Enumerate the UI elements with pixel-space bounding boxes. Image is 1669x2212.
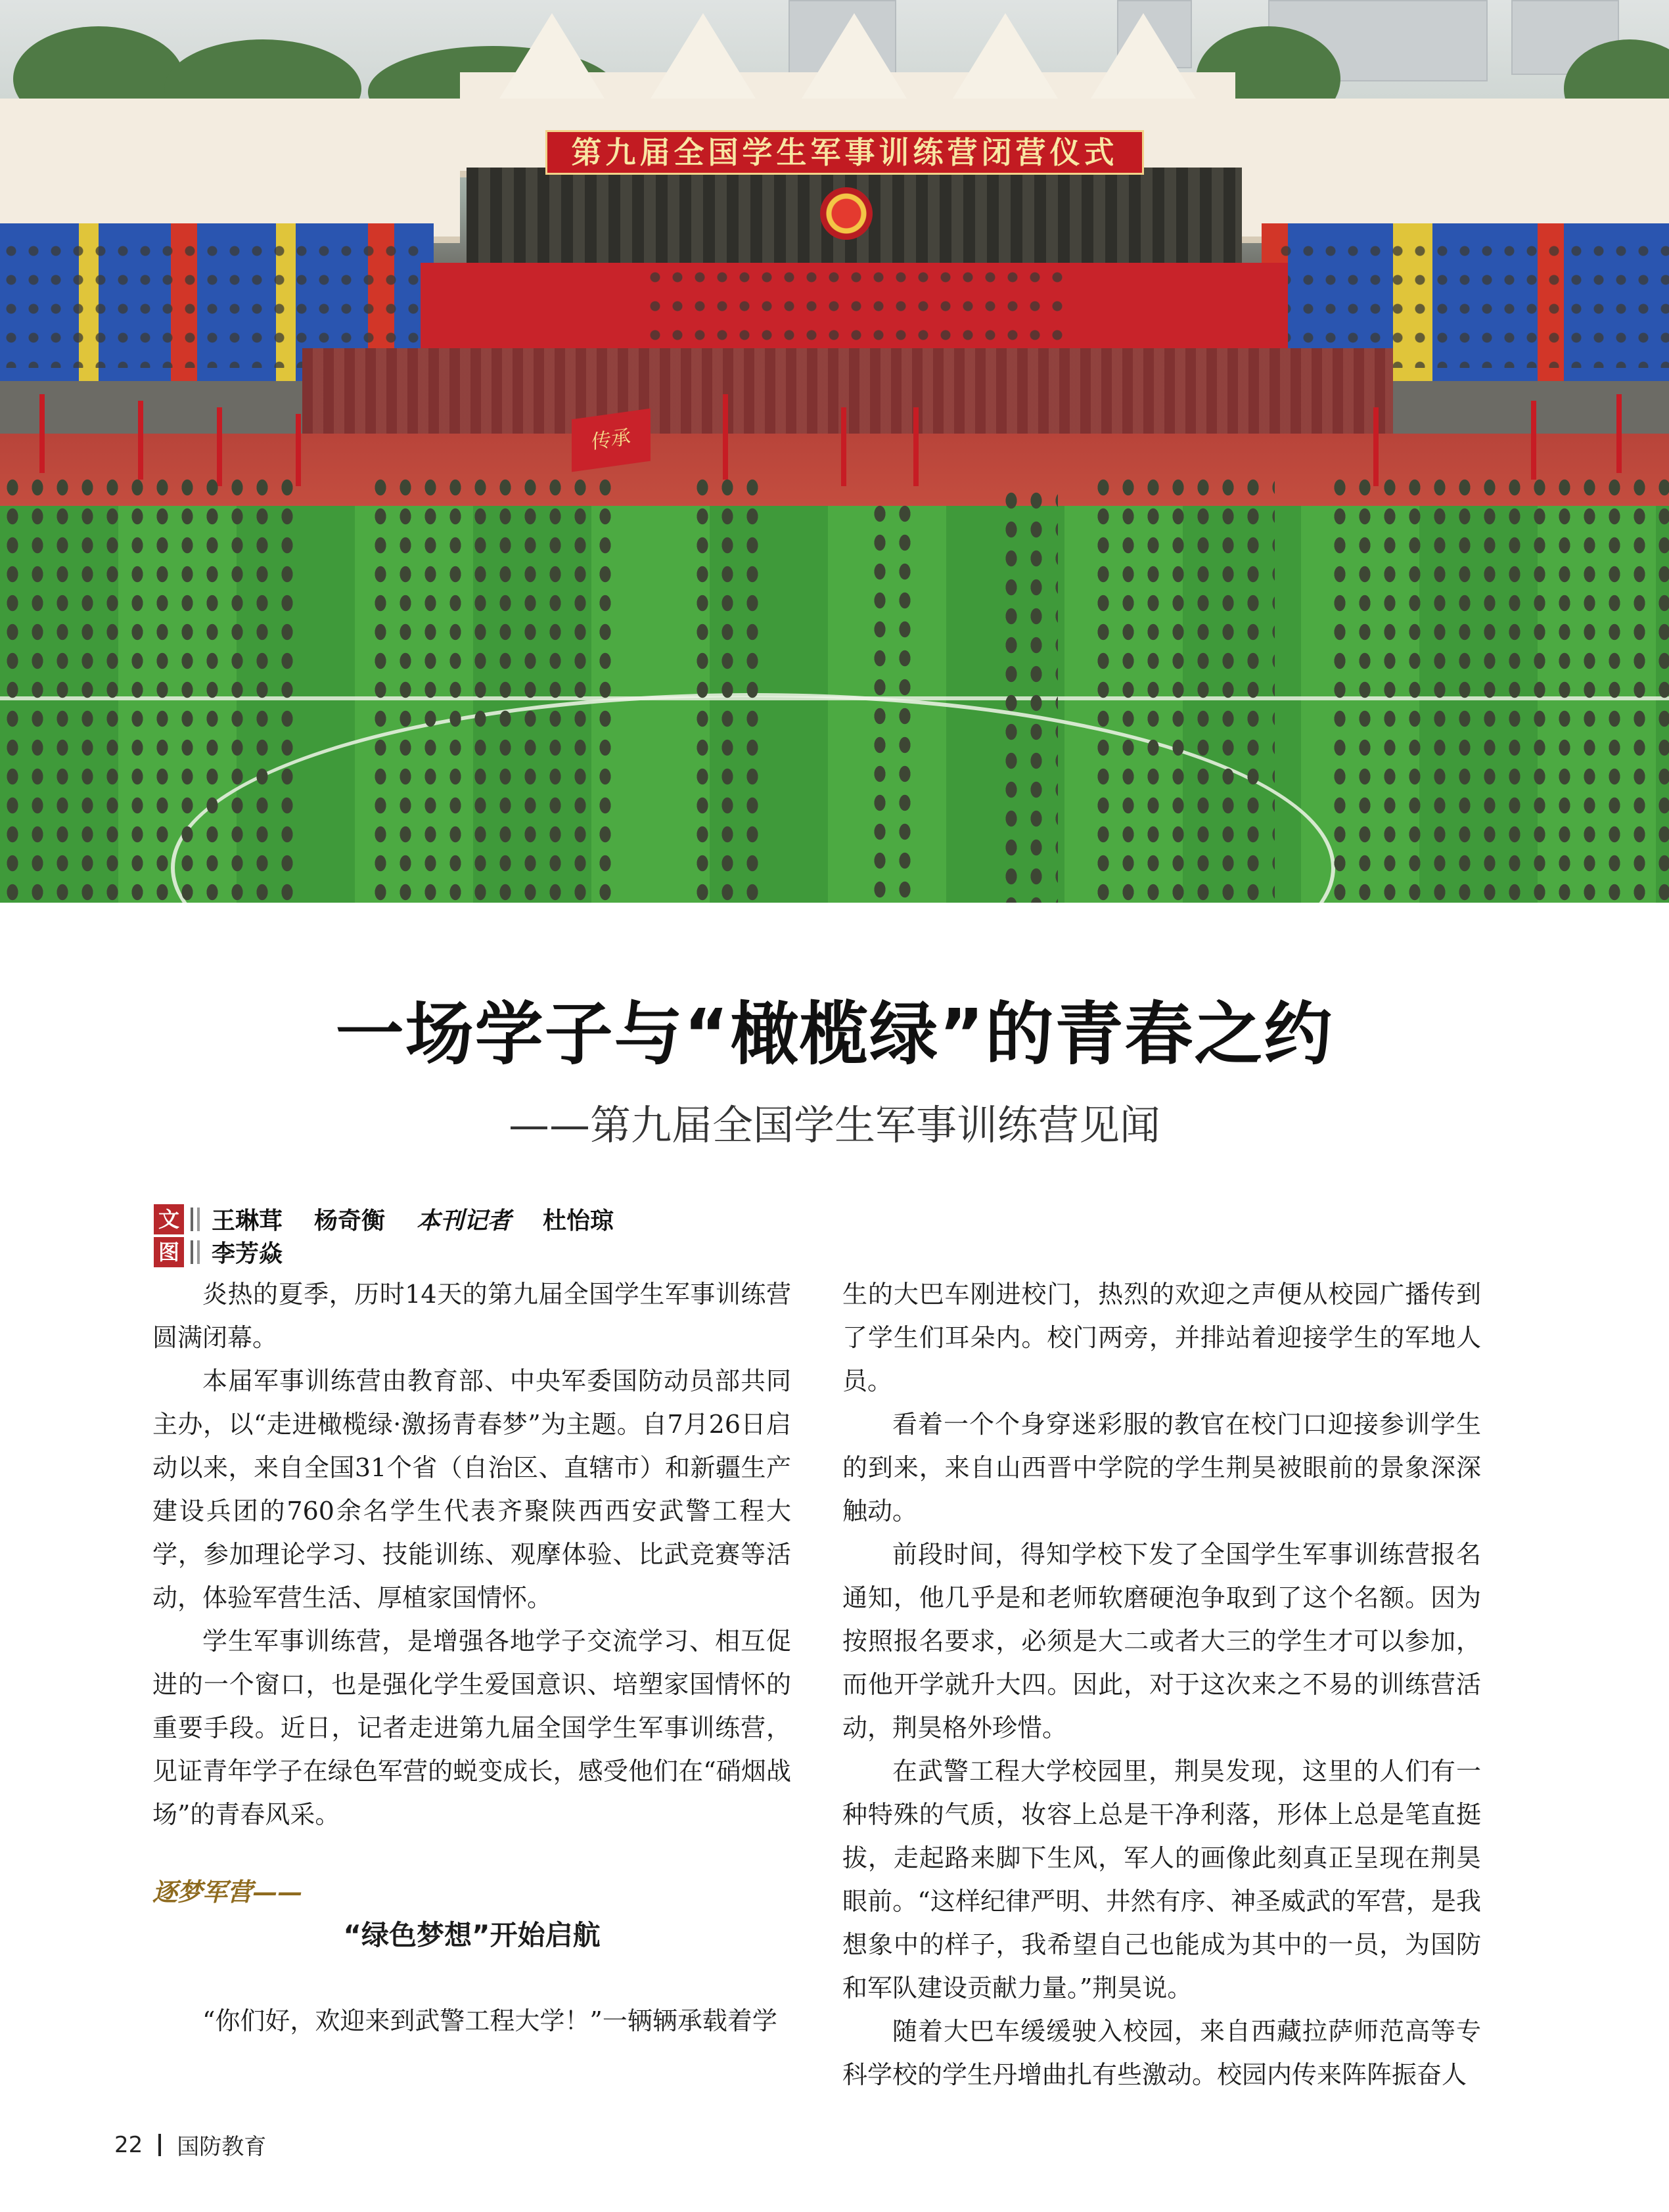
canopy-peak bbox=[499, 13, 605, 99]
page-footer bbox=[114, 2129, 266, 2161]
section-kicker: 逐梦军营—— bbox=[152, 1877, 303, 1907]
page-number: 22 bbox=[114, 2131, 143, 2158]
student-formation bbox=[0, 473, 302, 903]
canopy-peak bbox=[953, 13, 1058, 99]
canopy-peak bbox=[651, 13, 756, 99]
stand-canopy bbox=[0, 99, 460, 243]
red-flag bbox=[1616, 394, 1622, 473]
unit-flag: 传承 bbox=[572, 409, 651, 472]
student-formation bbox=[1091, 473, 1275, 903]
byline-photo bbox=[154, 1235, 283, 1269]
paragraph: 看着一个个身穿迷彩服的教官在校门口迎接参训学生的到来，来自山西晋中学院的学生荆昊被眼前的景象深深触动。 bbox=[842, 1410, 1481, 1525]
red-flag bbox=[1531, 401, 1536, 480]
stand-canopy bbox=[1235, 99, 1669, 243]
student-formation bbox=[690, 473, 769, 903]
text-credit-tag: 文 bbox=[154, 1204, 184, 1234]
section-title: “绿色梦想”开始启航 bbox=[343, 1919, 601, 1951]
student-formation bbox=[368, 473, 618, 903]
footer-divider bbox=[158, 2134, 161, 2156]
student-formation bbox=[1327, 473, 1669, 903]
byline-text bbox=[154, 1202, 614, 1236]
paragraph: 本届军事训练营由教育部、中央军委国防动员部共同主办，以“走进橄榄绿·激扬青春梦”为主题。自7月26日启动以来，来自全国31个省（自治区、直辖市）和新疆生产建设兵团的760余名学生代表齐聚陕西西安武警工程大学，参加理论学习、技能训练、观摩体验、比武竞赛等活动，体验军营生活、厚植家国情怀。 bbox=[152, 1366, 791, 1612]
body-column-left bbox=[152, 1273, 791, 2043]
magazine-name: 国防教育 bbox=[177, 2134, 267, 2160]
divider bbox=[197, 1208, 200, 1231]
paragraph: 学生军事训练营，是增强各地学子交流学习、相互促进的一个窗口，也是强化学生爱国意识、培塑家国情怀的重要手段。近日，记者走进第九届全国学生军事训练营，见证青年学子在绿色军营的蜕变成长，感受他们在“硝烟战场”的青春风采。 bbox=[152, 1627, 791, 1829]
article-title: 一场学子与“橄榄绿”的青春之约 bbox=[335, 994, 1334, 1074]
red-flag bbox=[841, 407, 846, 486]
ceremony-banner: 第九届全国学生军事训练营闭营仪式 bbox=[545, 130, 1144, 175]
author-name: 杜怡琼 bbox=[543, 1208, 614, 1234]
author-name: 杨奇衡 bbox=[314, 1208, 386, 1234]
paragraph: “你们好，欢迎来到武警工程大学！”一辆辆承载着学 bbox=[202, 2006, 777, 2035]
divider bbox=[191, 1240, 193, 1264]
paragraph: 在武警工程大学校园里，荆昊发现，这里的人们有一种特殊的气质，妆容上总是干净利落，形体上总是笔直挺拔，走起路来脚下生风，军人的画像此刻真正呈现在荆昊眼前。“这样纪律严明、井然有序、神圣威武的军营，是我想象中的样子，我希望自己也能成为其中的一员，为国防和军队建设贡献力量。”荆昊说。 bbox=[842, 1757, 1481, 2002]
photo-credit-tag: 图 bbox=[154, 1237, 184, 1267]
red-flag bbox=[39, 394, 45, 473]
red-flag bbox=[138, 401, 143, 480]
divider bbox=[191, 1208, 193, 1231]
paragraph: 生的大巴车刚进校门，热烈的欢迎之声便从校园广播传到了学生们耳朵内。校门两旁，并排站着迎接学生的军地人员。 bbox=[842, 1280, 1481, 1395]
rostrum-officials bbox=[644, 263, 1064, 342]
canopy-peak bbox=[1091, 13, 1196, 99]
reporter-label: 本刊记者 bbox=[417, 1207, 512, 1234]
body-column-right bbox=[842, 1273, 1481, 2096]
student-formation bbox=[999, 486, 1058, 903]
article-subtitle: ——第九届全国学生军事训练营见闻 bbox=[508, 1101, 1160, 1149]
paragraph: 随着大巴车缓缓驶入校园，来自西藏拉萨师范高等专科学校的学生丹增曲扎有些激动。校园内传来阵阵振奋人 bbox=[842, 2017, 1481, 2089]
red-flag bbox=[723, 394, 728, 480]
student-formation bbox=[867, 499, 920, 903]
academy-emblem-icon bbox=[820, 187, 873, 240]
hero-photo bbox=[0, 0, 1669, 903]
canopy-peak bbox=[802, 13, 907, 99]
author-name: 王琳茸 bbox=[212, 1208, 283, 1234]
paragraph: 炎热的夏季，历时14天的第九届全国学生军事训练营圆满闭幕。 bbox=[152, 1280, 791, 1352]
red-flag bbox=[913, 407, 919, 486]
photographer-name: 李芳焱 bbox=[212, 1240, 283, 1267]
paragraph: 前段时间，得知学校下发了全国学生军事训练营报名通知，他几乎是和老师软磨硬泡争取到了这个名额。因为按照报名要求，必须是大二或者大三的学生才可以参加，而他开学就升大四。因此，对于这次来之不易的训练营活动，荆昊格外珍惜。 bbox=[842, 1540, 1481, 1742]
divider bbox=[197, 1240, 200, 1264]
